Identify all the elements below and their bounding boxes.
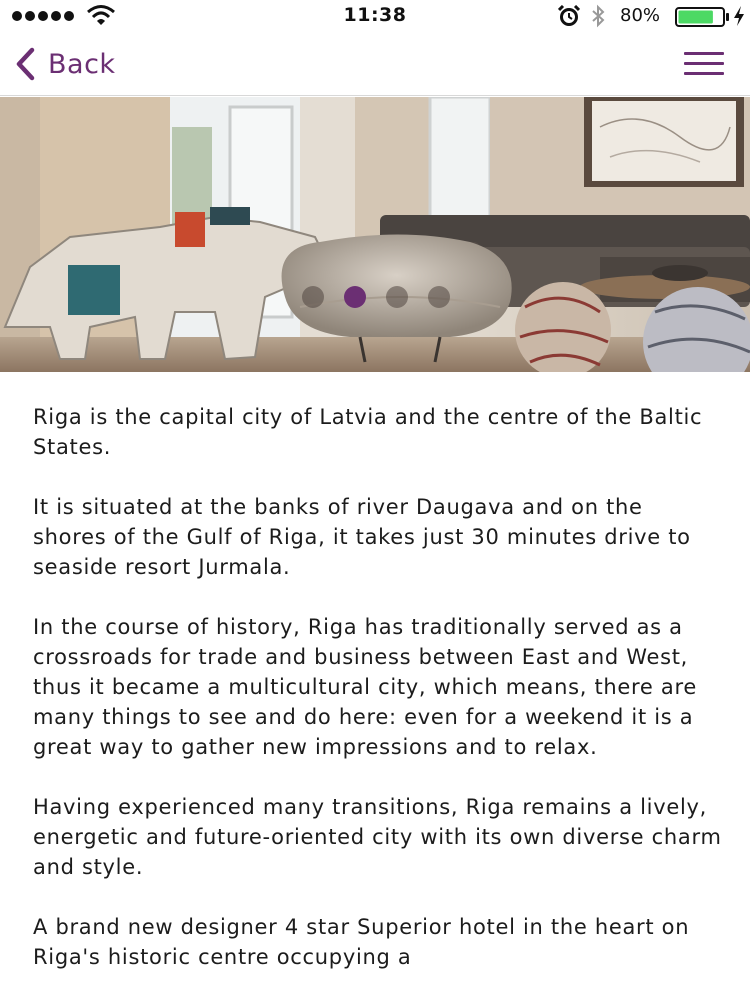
pager-dot[interactable] (344, 286, 366, 308)
paragraph: A brand new designer 4 star Superior hotel in the heart on Riga's historic centre occupying a (33, 915, 690, 969)
nav-bar (0, 32, 750, 96)
paragraph: In the course of history, Riga has traditionally served as a crossroads for trade and business between East and West, thus it became a multicultural city, which means, there are many things to see and do here: even for a weekend it is a great way to gather new impressions and to relax. (33, 615, 697, 759)
description-text (33, 402, 723, 1000)
status-time: 11:38 (343, 4, 407, 26)
charging-icon (733, 5, 745, 27)
hamburger-menu-icon[interactable] (682, 49, 726, 79)
chevron-left-icon (14, 47, 36, 81)
gallery-pager[interactable] (302, 286, 450, 308)
pager-dot[interactable] (386, 286, 408, 308)
status-bar (0, 0, 750, 32)
battery-icon (675, 7, 731, 27)
pager-dot[interactable] (428, 286, 450, 308)
hero-image[interactable] (0, 97, 750, 372)
hotel-lobby-photo (0, 97, 750, 372)
battery-percent: 80% (620, 5, 661, 26)
bluetooth-icon (590, 4, 606, 28)
back-label: Back (48, 48, 116, 80)
back-button[interactable] (14, 44, 116, 84)
pager-dot[interactable] (302, 286, 324, 308)
alarm-icon (558, 5, 580, 27)
paragraph: Having experienced many transitions, Riga remains a lively, energetic and future-oriented city with its own diverse charm and style. (33, 795, 722, 879)
paragraph: Riga is the capital city of Latvia and the centre of the Baltic States. (33, 405, 703, 459)
paragraph: It is situated at the banks of river Daugava and on the shores of the Gulf of Riga, it takes just 30 minutes drive to seaside resort Jurmala. (33, 495, 691, 579)
